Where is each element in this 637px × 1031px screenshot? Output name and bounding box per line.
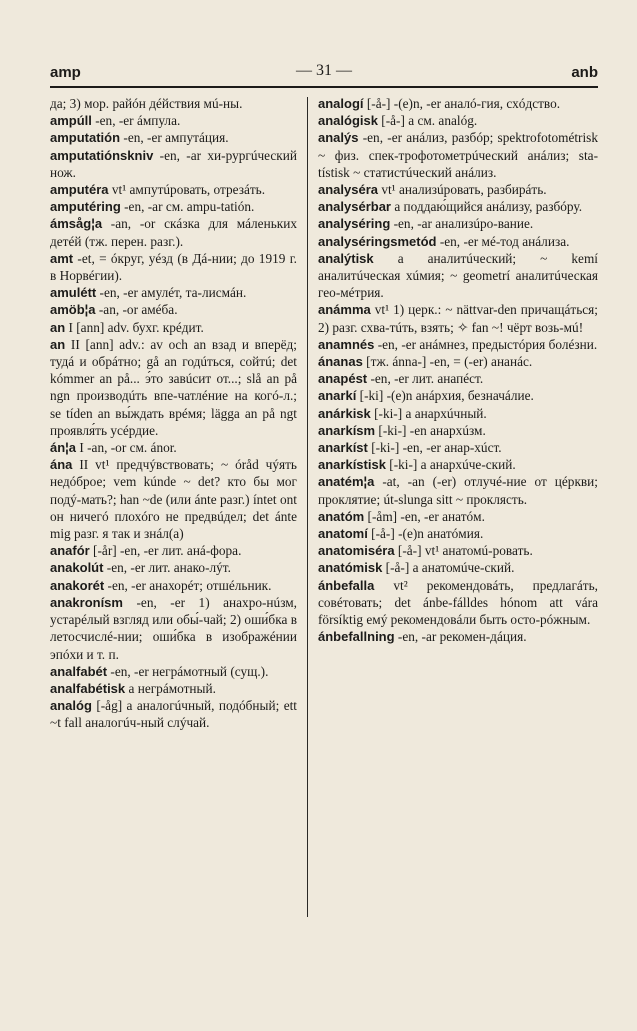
dictionary-entry [318,336,598,353]
entry-headword: amputéring [50,199,121,215]
dictionary-entry [50,559,297,576]
entry-headword: amputatiónskniv [50,147,154,163]
entry-headword: ampúll [50,113,92,129]
dictionary-entry [50,112,297,129]
entry-headword: án¦a [50,440,77,456]
dictionary-entry [50,319,297,336]
dictionary-entry [50,198,297,215]
dictionary-entry [318,508,598,525]
entry-headword: analfabét [50,663,108,679]
entry-headword: ámsåg¦a [50,216,103,232]
dictionary-entry [50,250,297,284]
entry-headword: analógisk [318,113,378,129]
dictionary-entry [318,577,598,629]
dictionary-entry [318,405,598,422]
entry-headword: analyséring [318,216,391,232]
entry-headword: anarkísm [318,422,376,438]
dictionary-entry [50,439,297,456]
dictionary-entry [50,542,297,559]
entry-definition: -en, -er áмпула. [91,113,181,129]
entry-definition: [-åm] -en, -er анатóм. [364,508,485,524]
entry-definition: -en, -ar рекомен-дáция. [394,629,527,645]
dictionary-entry [50,456,297,542]
dictionary-entry [318,181,598,198]
dictionary-entry [318,559,598,576]
entry-definition: vt¹ ампутúровать, отрезáть. [108,182,266,198]
entry-definition: vt² рекомендовáть, предлагáть, совéтовать; det ánbe-fálldes hónom att vára försíktig емý рекомендовáли быть осто-рóжным. [318,577,598,628]
entry-headword: ána [50,457,73,473]
entry-definition: vt¹ анализúровать, разбирáть. [378,182,547,198]
dictionary-entry [50,577,297,594]
dictionary-entry [50,663,297,680]
entry-headword: anafór [50,543,90,559]
dictionary-entry [50,697,297,731]
dictionary-entry [50,129,297,146]
entry-definition: -en, -er амулéт, та-лисмáн. [96,285,247,301]
dictionary-entry [50,215,297,249]
dictionary-entry [318,422,598,439]
entry-definition: [-ki-] -en анархúзм. [375,422,486,438]
dictionary-entry [318,370,598,387]
entry-headword: analóg [50,698,92,714]
dictionary-entry [318,353,598,370]
entry-definition: -en, -er лит. анако-лýт. [103,560,231,576]
entry-definition: a негрáмотный. [125,680,216,696]
dictionary-entry [318,233,598,250]
entry-definition: [-å-] a анатомúче-ский. [382,560,515,576]
entry-definition: -en, -ar см. ampu-tatión. [120,199,255,215]
entry-headword: anatómisk [318,560,383,576]
dictionary-entry [50,147,297,181]
entry-definition: [-å-] -(e)n, -er аналó-гия, схóдство. [363,96,561,111]
entry-headword: ánbefalla [318,577,375,593]
entry-definition: [-ki-] a анархúчный. [370,405,487,421]
entry-headword: an [50,319,66,335]
entry-headword: amputéra [50,182,109,198]
entry-headword: analfabétisk [50,680,126,696]
entry-definition: [-ki-] -en, -er анар-хúст. [367,440,502,456]
right-column [318,95,598,646]
entry-definition: -en, -er негрáмотный (сущ.). [107,663,269,679]
entry-definition: -en, -er анахорéт; отшéльник. [104,577,272,593]
entry-headword: anatém¦a [318,474,375,490]
dictionary-entry [50,594,297,663]
dictionary-entry [318,215,598,232]
dictionary-entry [318,525,598,542]
entry-headword: anapést [318,371,368,387]
entry-headword: anámma [318,302,371,318]
entry-definition: I [ann] adv. бухг. крéдит. [65,319,204,335]
left-guide-word: amp [50,64,81,81]
entry-definition: -et, = óкруг, уéзд (в Дá-нии; до 1919 г. в Норвéгии). [50,250,297,284]
column-divider [307,97,308,917]
entry-headword: amulétt [50,285,97,301]
dictionary-entry [318,387,598,404]
entry-headword: anakolút [50,560,104,576]
entry-definition: [-år] -en, -er лит. анá-фора. [89,543,242,559]
entry-definition: -en, -ar хи-рургúческий нож. [50,147,297,180]
entry-definition: -en, -ar анализúро-вание. [390,216,534,232]
dictionary-entry [318,628,598,645]
entry-definition: -en, -er мé-тод анáлиза. [436,233,570,249]
entry-definition: -en, -er лит. анапéст. [367,371,484,387]
entry-headword: anakronísm [50,594,123,610]
dictionary-entry [318,198,598,215]
entry-headword: anarkístisk [318,457,386,473]
entry-definition: -en, -er 1) анахро-нúзм, устарéлый взгляд или обы́-чай; 2) оши́бка в летосчислé-нии; оши́бка в изображéнии эпóхи и т. п. [50,594,297,662]
left-column [50,95,297,732]
header-rule [50,86,598,88]
dictionary-entry [50,680,297,697]
dictionary-entry [50,95,297,112]
entry-definition: [-ki-] a анархúче-ский. [385,457,516,473]
dictionary-entry [318,112,598,129]
dictionary-entry [318,473,598,507]
dictionary-entry [50,336,297,439]
entry-definition: I -an, -or см. ánor. [76,440,177,456]
entry-headword: anárkisk [318,405,371,421]
dictionary-entry [318,95,598,112]
entry-headword: amt [50,250,74,266]
entry-headword: ánanas [318,354,363,370]
entry-headword: anatóm [318,508,365,524]
entry-headword: analogí [318,96,364,111]
entry-definition: II [ann] adv.: av och an взад и вперёд; тудá и обрáтно; gå an годúться, сойтú; det kómmer an på... э́то завúсит от...; slå an på ngn производúть впе-чатлéние на когó-л.; se tíden an вы́ждать врéмя; lägga an på ngt проявля́ть усéрдие. [50,336,297,438]
entry-headword: analýtisk [318,250,374,266]
dictionary-entry [318,456,598,473]
entry-definition: -an, -or скáзка для мáленьких детéй (тж. перен. разг.). [50,216,297,249]
entry-definition: vt¹ 1) церк.: ~ nättvar-den причащáться; 2) разг. схва-тúть, взять; ✧ fan ~! чёрт возь-мú! [318,302,598,335]
entry-headword: anatomiséra [318,543,395,559]
entry-definition: [-å-] -(e)n анатóмия. [367,526,484,542]
dictionary-entry [50,181,297,198]
entry-definition: II vt¹ предчýвствовать; ~ óråd чýять недóброе; vem kúnde ~ det? кто бы мог подý-мать?; han ~de (или ánte разг.) íntet ont он ничегó плохóго не предвúдел; det ánte mig разг. я так и знáл(а) [50,457,297,542]
dictionary-entry [318,129,598,181]
page-header [50,60,598,86]
entry-headword: amputatión [50,130,121,146]
entry-headword: ánbefallning [318,629,395,645]
right-guide-word: anb [571,64,598,81]
entry-headword: anatomí [318,526,368,542]
dictionary-entry [50,284,297,301]
dictionary-entry [50,301,297,318]
entry-headword: analyséringsmetód [318,233,437,249]
entry-definition: a аналитúческий; ~ kemí аналитúческая хúмия; ~ geometrí аналитúческая гео-мéтрия. [318,250,598,301]
page-number: — 31 — [296,62,352,79]
entry-headword: anakorét [50,577,105,593]
entry-headword: anarkíst [318,440,368,456]
entry-headword: amöb¦a [50,302,96,318]
entry-headword: anamnés [318,336,375,352]
entry-definition: -en, -er анáмнез, предыстóрия болéзни. [374,336,598,352]
dictionary-entry [318,250,598,302]
dictionary-entry [318,301,598,335]
entry-headword: analýs [318,130,359,146]
entry-definition: [-å-] a см. analóg. [377,113,478,129]
entry-definition: -en, -er анáлиз, разбóр; spektrofotométrisk ~ физ. спек-трофотометрúческий анáлиз; sta-tístisk ~ статистúческий анáлиз. [318,130,598,180]
entry-definition: -at, -an (-er) отлучé-ние от цéркви; проклятие; út-slunga sitt ~ проклясть. [318,474,598,507]
entry-definition: [-ki] -(e)n анáрхия, безначáлие. [356,388,534,404]
entry-definition: a поддаю́щийся анáлизу, разбóру. [391,199,583,215]
entry-headword: analysérbar [318,199,391,215]
entry-headword: anarkí [318,388,357,404]
dictionary-entry [318,542,598,559]
entry-headword: an [50,336,66,352]
entry-definition: [-å-] vt¹ анатомú-ровать. [394,543,533,559]
entry-headword: analyséra [318,182,378,198]
entry-definition: да; 3) мор. райóн дéйствия мú-ны. [50,96,243,111]
entry-definition: -an, -or амéба. [95,302,178,318]
entry-definition: [тж. ánna-] -en, = (-er) ананáс. [362,354,533,370]
entry-definition: [-åg] a аналогúчный, подóбный; ett ~t fall аналогúч-ный слýчай. [50,698,297,731]
dictionary-entry [318,439,598,456]
entry-definition: -en, -er ампутáция. [120,130,229,146]
